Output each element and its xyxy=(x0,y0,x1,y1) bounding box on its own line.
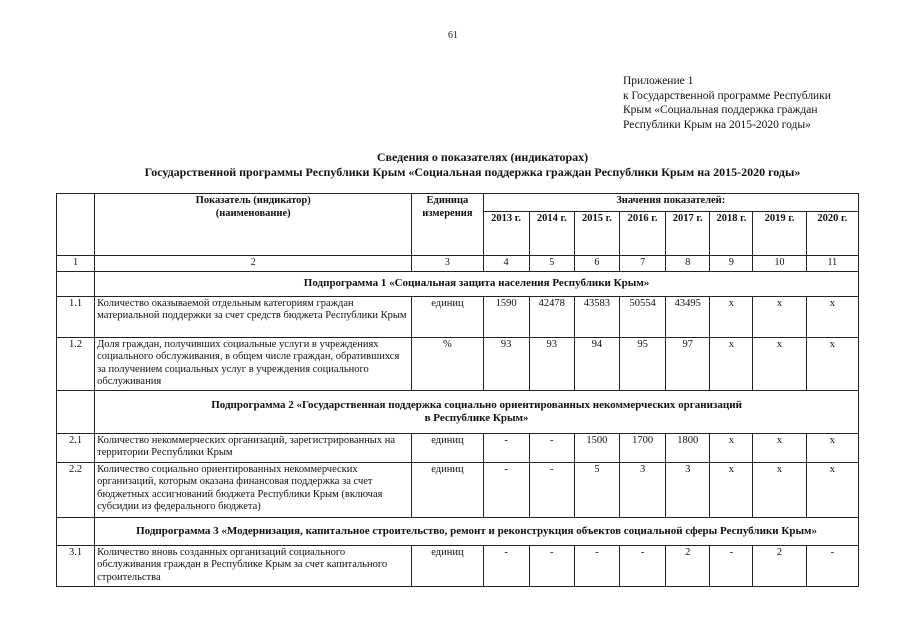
indicator-value: - xyxy=(483,462,529,517)
appendix-line: Приложение 1 xyxy=(623,75,694,87)
column-number: 6 xyxy=(574,256,619,272)
indicator-value: - xyxy=(483,433,529,462)
indicator-name: Количество вновь созданных организаций социального обслуживания граждан в Республике Крым за счет капитального строительства xyxy=(95,545,412,586)
indicator-value: 95 xyxy=(619,337,665,390)
table-row xyxy=(57,337,859,390)
indicator-value: x xyxy=(710,296,753,337)
indicator-value: 2 xyxy=(753,545,806,586)
indicator-value: 93 xyxy=(529,337,574,390)
column-number: 10 xyxy=(753,256,806,272)
indicator-value: - xyxy=(529,545,574,586)
indicator-value: 50554 xyxy=(619,296,665,337)
subprogram-2-title xyxy=(95,390,859,433)
indicator-unit: единиц xyxy=(412,545,483,586)
indicator-value: x xyxy=(753,462,806,517)
document-title: Сведения о показателях (индикаторах) xyxy=(376,150,589,164)
subprogram-1-title: Подпрограмма 1 «Социальная защита населения Республики Крым» xyxy=(95,271,859,296)
subprogram-code-cell xyxy=(57,390,95,433)
indicator-value: - xyxy=(806,545,858,586)
indicator-value: 42478 xyxy=(529,296,574,337)
indicator-value: x xyxy=(753,337,806,390)
indicator-value: 5 xyxy=(574,462,619,517)
table-row xyxy=(57,545,859,586)
page-number: 61 xyxy=(448,30,458,41)
year-header: 2018 г. xyxy=(710,212,753,256)
indicator-code: 1.1 xyxy=(57,296,95,337)
column-number: 5 xyxy=(529,256,574,272)
column-number: 9 xyxy=(710,256,753,272)
column-number: 4 xyxy=(483,256,529,272)
header-code-cell xyxy=(57,194,95,256)
year-header: 2016 г. xyxy=(619,212,665,256)
indicator-name: Доля граждан, получивших социальные услуги в учреждениях социального обслуживания, в общем числе граждан, обратившихся за получением социальных услуг в учреждения социального обслуживания xyxy=(95,337,412,390)
year-header: 2014 г. xyxy=(529,212,574,256)
document-subtitle: Государственной программы Республики Крым «Социальная поддержка граждан Республики Крым на 2015-2020 годы» xyxy=(144,165,801,179)
column-number: 1 xyxy=(57,256,95,272)
indicator-value: 93 xyxy=(483,337,529,390)
indicator-value: x xyxy=(710,433,753,462)
indicator-value: 1590 xyxy=(483,296,529,337)
appendix-line: Республики Крым на 2015-2020 годы» xyxy=(623,118,811,131)
column-number: 8 xyxy=(666,256,710,272)
indicator-value: x xyxy=(753,433,806,462)
year-header: 2017 г. xyxy=(666,212,710,256)
subprogram-row xyxy=(57,517,859,545)
indicator-value: 1800 xyxy=(666,433,710,462)
indicator-code: 2.1 xyxy=(57,433,95,462)
subprogram-code-cell xyxy=(57,517,95,545)
indicator-name: Количество оказываемой отдельным категориям граждан материальной поддержки за счет средств бюджета Республики Крым xyxy=(95,296,412,337)
table-row xyxy=(57,433,859,462)
header-indicator-line1: Показатель (индикатор) xyxy=(195,195,311,206)
indicator-unit: % xyxy=(412,337,483,390)
indicator-value: 3 xyxy=(666,462,710,517)
column-number: 11 xyxy=(806,256,858,272)
indicator-value: 2 xyxy=(666,545,710,586)
column-number: 7 xyxy=(619,256,665,272)
indicator-unit: единиц xyxy=(412,462,483,517)
subprogram-code-cell xyxy=(57,271,95,296)
year-header: 2013 г. xyxy=(483,212,529,256)
year-header: 2015 г. xyxy=(574,212,619,256)
year-header: 2020 г. xyxy=(806,212,858,256)
indicator-value: 1700 xyxy=(619,433,665,462)
indicator-value: x xyxy=(710,337,753,390)
column-number: 3 xyxy=(412,256,483,272)
table-row xyxy=(57,462,859,517)
indicator-value: - xyxy=(574,545,619,586)
indicator-value: 43495 xyxy=(666,296,710,337)
header-unit-line1: Единица xyxy=(426,195,469,206)
indicator-value: 94 xyxy=(574,337,619,390)
indicator-value: - xyxy=(619,545,665,586)
header-indicator xyxy=(95,194,412,256)
header-values-title: Значения показателей: xyxy=(483,194,858,212)
indicator-value: x xyxy=(806,296,858,337)
indicator-value: 43583 xyxy=(574,296,619,337)
appendix-note xyxy=(623,74,831,132)
indicator-value: - xyxy=(710,545,753,586)
header-indicator-line2: (наименование) xyxy=(215,207,291,219)
indicator-value: - xyxy=(529,433,574,462)
indicator-value: - xyxy=(483,545,529,586)
indicator-code: 3.1 xyxy=(57,545,95,586)
indicator-value: 1500 xyxy=(574,433,619,462)
subprogram-row xyxy=(57,390,859,433)
table-row xyxy=(57,296,859,337)
year-header: 2019 г. xyxy=(753,212,806,256)
header-row xyxy=(57,194,859,212)
column-number-row xyxy=(57,256,859,272)
subprogram-3-title: Подпрограмма 3 «Модернизация, капитальное строительство, ремонт и реконструкция объектов социальной сферы Республики Крым» xyxy=(95,517,859,545)
indicator-value: 3 xyxy=(619,462,665,517)
subprogram-2-title-line1: Подпрограмма 2 «Государственная поддержка социально ориентированных некоммерческих организаций xyxy=(211,399,742,411)
indicator-unit: единиц xyxy=(412,296,483,337)
indicator-value: x xyxy=(710,462,753,517)
indicator-value: x xyxy=(806,462,858,517)
indicator-name: Количество социально ориентированных некоммерческих организаций, которым оказана финансовая поддержка за счет бюджетных ассигнований бюджета Республики Крым (включая субсидии из федерального бюджета) xyxy=(95,462,412,517)
indicator-value: x xyxy=(753,296,806,337)
indicator-code: 2.2 xyxy=(57,462,95,517)
indicator-value: x xyxy=(806,337,858,390)
indicator-code: 1.2 xyxy=(57,337,95,390)
appendix-line: Крым «Социальная поддержка граждан xyxy=(623,104,818,116)
appendix-line: к Государственной программе Республики xyxy=(623,89,831,102)
indicator-value: 97 xyxy=(666,337,710,390)
header-unit xyxy=(412,194,483,256)
subprogram-2-title-line2: в Республике Крым» xyxy=(424,411,529,424)
subprogram-row xyxy=(57,271,859,296)
column-number: 2 xyxy=(95,256,412,272)
indicators-table xyxy=(56,193,859,587)
indicator-name: Количество некоммерческих организаций, зарегистрированных на территории Республики Крым xyxy=(95,433,412,462)
indicator-unit: единиц xyxy=(412,433,483,462)
header-unit-line2: измерения xyxy=(422,207,473,219)
indicator-value: x xyxy=(806,433,858,462)
indicator-value: - xyxy=(529,462,574,517)
